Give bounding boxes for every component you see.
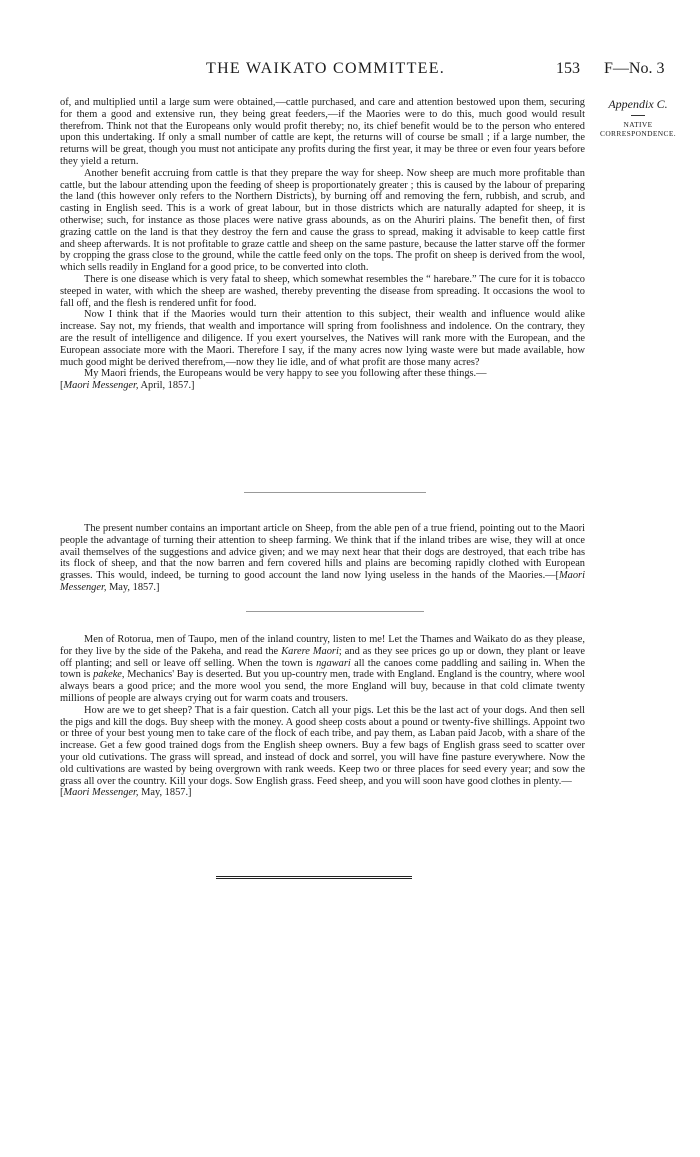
paragraph-text: The present number contains an important article on Sheep, from the able pen of a true friend, pointing out to the Maori people the advantage of turning their attention to sheep farming. We think that if the inland tribes are wise, they will at once avail themselves of the suggestions and advice given; and we may next hear that their dogs are destroyed, that each tribe has its flock of sheep, and that the now barren and fern covered hills and plains are becoming rapidly clothed with European grasses. This would, indeed, be turning to good account the land now lying useless in the hands of the Maories.—[ [60, 523, 585, 582]
address-to-inland-tribes [60, 634, 585, 799]
source-citation: [Maori Messenger, April, 1857.] [60, 380, 195, 392]
maori-term: pakeke [93, 669, 122, 681]
source-citation: [Maori Messenger, May, 1857.] [60, 787, 192, 799]
page-number: 153 [556, 60, 580, 77]
editorial-note [60, 523, 585, 594]
margin-divider [631, 115, 645, 116]
margin-note [586, 97, 690, 138]
newspaper-title: Karere Maori [281, 645, 339, 657]
source-title: Maori Messenger, [63, 787, 139, 799]
paragraph [60, 523, 585, 594]
source-title: Maori Messenger, [60, 570, 585, 593]
paragraph-text: My Maori friends, the Europeans would be very happy to see you following after these things.— [84, 368, 487, 380]
paragraph: There is one disease which is very fatal to sheep, which somewhat resembles the “ harebare.” The cure for it is tobacco steeped in water, with which the sheep are washed, thereby preventing the disease from spreading. It occasions the wool to fall off, and the flesh is rendered unfit for food. [60, 273, 585, 309]
source-date: May, 1857.] [138, 787, 192, 799]
paragraph: Another benefit accruing from cattle is that they prepare the way for sheep. Now sheep are much more profitable than cattle, but the labour attending upon the feeding of sheep is proportionately greater ; this is caused by the labour of preparing the land (this however only refers to the Northern Districts), by burning off and removing the fern, rubbish, and scrub, and casting in English seed. This is a work of great labour, but in those districts which are naturally adapted for sheep, it is otherwise; such, for instance as those places were native grass abounds, as on the Ahuriri plains. The benefit then, of first grazing cattle on the land is that they destroy the fern and cause the grass to spread, making it advisable to keep cattle first and sheep afterwards. It is not profitable to graze cattle and sheep on the same pasture, because the latter starve off the former by cropping the grass close to the ground, while the cattle feed only on the tops. The profit on sheep is derived from the wool, which sells readily in England for a good price, to be converted into cloth. [60, 167, 585, 274]
paragraph [60, 368, 585, 380]
source-date: April, 1857.] [138, 380, 195, 392]
document-reference: F—No. 3 [604, 60, 665, 77]
page-header [0, 60, 700, 84]
paragraph: How are we to get sheep? That is a fair question. Catch all your pigs. Let this be the last act of your dogs. And then sell the pigs and kill the dogs. Buy sheep with the money. A good sheep costs about a pound or twenty-five shillings. Appoint two or three of your best young men to take care of the flock of each tribe, and pay them, as Laban paid Jacob, with a share of the increase. Get a few good trained dogs from the English sheep owners. Buy a few bags of English grass seed to scatter over your old cutivations. The grass will spread, and instead of dock and sorrel, you will have fine pasture everywhere. Now the old cultivations are wasted by being overgrown with rank weeds. Keep two or three places for seed every year; and sow the grass all over the country. Kill your dogs. Sow English grass. Feed sheep, and you will soon have good clothes in plenty.— [60, 704, 585, 787]
source-title: Maori Messenger, [63, 380, 139, 392]
paragraph: of, and multiplied until a large sum were obtained,—cattle purchased, and care and attention bestowed upon them, securing for them a good and extensive run, they being great feeders,—if the Maories were to do this, much good would result therefrom. Think not that the Europeans only would profit thereby; no, its chief benefit would be to the person who entered upon this undertaking. If only a small number of cattle are kept, the returns will of course be small ; if a large number, the returns will be great, though you must not anticipate any profits during the first year, it may be three or even four years before they yield a return. [60, 97, 585, 167]
section-divider [246, 611, 424, 612]
maori-term: ngawari [316, 657, 351, 669]
running-title: THE WAIKATO COMMITTEE. [206, 60, 446, 77]
section-divider [244, 492, 426, 493]
end-rule [216, 876, 412, 879]
appendix-label: Appendix C. [608, 97, 668, 111]
source-date: May, 1857.] [106, 581, 160, 593]
paragraph: Now I think that if the Maories would turn their attention to this subject, their wealth and influence would alike increase. Say not, my friends, that wealth and importance will spring from foolishness and indolence. On the contrary, they are the result of intelligence and diligence. If you exert yourselves, the Natives will rank more with the European, and the European associate more with the Maori. Therefore I say, if the many acres now lying waste were but made available, how much good might be derived therefrom,—now they lie idle, and of what profit are those many acres? [60, 309, 585, 368]
article-sheep-farming [60, 97, 585, 392]
paragraph: Men of Rotorua, men of Taupo, men of the inland country, listen to me! Let the Thames and Waikato do as they please, for they live by the side of the Pakeha, and read the Karere Maori; and as they see prices go up or down, they plant or leave off planting; and sell or leave off selling. When the town is ngawari all the canoes come paddling and sailing in. When the town is pakeke, Mechanics' Bay is deserted. But you up-country men, trade with England. England is the country, where wool always bears a good price; and the more wool you send, the more England will buy, because in that cold climate twenty millions of people are always crying out for warm coats and trousers. [60, 634, 585, 704]
section-label: NATIVE CORRESPONDENCE. [599, 120, 677, 138]
